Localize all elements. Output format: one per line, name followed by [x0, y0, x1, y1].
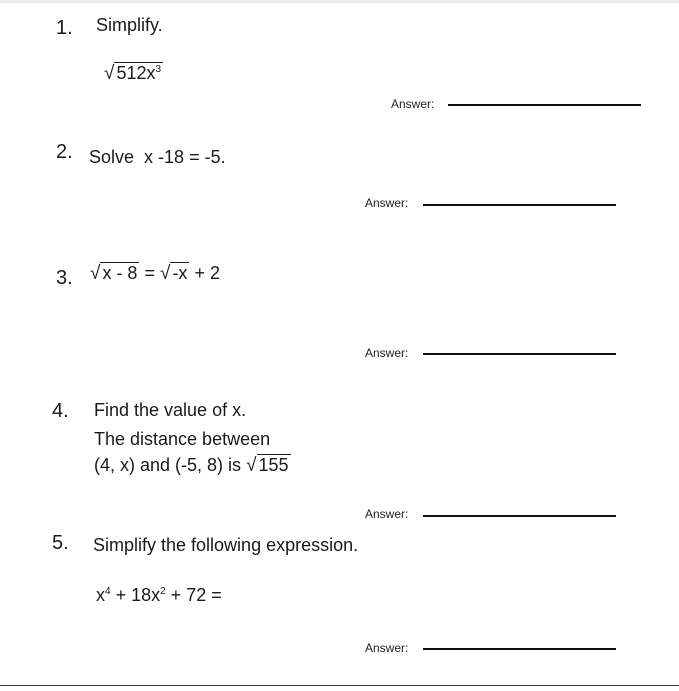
q2-statement: [89, 147, 226, 168]
q5-mid: + 18x: [110, 585, 161, 605]
q3-left-radicand: x - 8: [102, 263, 138, 283]
q4-line2: The distance between: [94, 429, 271, 449]
sqrt-icon: √: [246, 455, 257, 476]
q3-left-radical: [90, 263, 139, 285]
bottom-rule: [0, 685, 679, 686]
q5-number: 5.: [52, 532, 69, 554]
q1-answer-line[interactable]: [448, 104, 641, 106]
q3-number: 3.: [56, 267, 73, 289]
q1-number: 1.: [56, 17, 73, 39]
q1-prompt: Simplify.: [96, 15, 163, 35]
q4-radicand: 155: [258, 455, 289, 475]
q5-exp1: 4: [105, 586, 111, 597]
q3-equals: =: [144, 263, 155, 283]
q1-radicand: 512x: [116, 63, 156, 83]
q2-answer-label: Answer:: [365, 196, 409, 210]
q4-answer-label: Answer:: [365, 507, 409, 521]
q3-tail: + 2: [194, 263, 220, 283]
q1-answer-label: Answer:: [391, 97, 435, 111]
q1-expression: [104, 63, 163, 85]
q5-exp2: 2: [160, 586, 166, 597]
q5-x: x: [96, 585, 105, 605]
q5-answer-line[interactable]: [423, 648, 616, 650]
q3-right-radicand: -x: [172, 263, 188, 283]
q5-expression: [96, 585, 222, 606]
q5-prompt: Simplify the following expression.: [93, 535, 359, 555]
q2-answer-line[interactable]: [423, 204, 616, 206]
q4-radical: [246, 455, 290, 477]
q2-equation: x -18 = -5.: [144, 147, 226, 167]
q4-line1: Find the value of x.: [94, 400, 247, 420]
sqrt-icon: √: [90, 263, 101, 284]
sqrt-icon: √: [104, 63, 115, 84]
q4-answer-line[interactable]: [423, 515, 616, 517]
q2-prompt: Solve: [89, 147, 135, 167]
q3-equation: [90, 263, 220, 285]
q3-answer-line[interactable]: [423, 353, 616, 355]
q4-line3: [94, 455, 291, 477]
q3-answer-label: Answer:: [365, 346, 409, 360]
q2-number: 2.: [56, 141, 73, 163]
q1-radical: [104, 63, 163, 85]
q3-right-radical: [160, 263, 189, 285]
top-edge: [0, 0, 679, 3]
q4-line3-text: (4, x) and (-5, 8) is: [94, 455, 242, 475]
q5-tail: + 72 =: [165, 585, 222, 605]
q1-exponent: 3: [155, 64, 162, 75]
q4-number: 4.: [52, 400, 69, 422]
q5-answer-label: Answer:: [365, 641, 409, 655]
sqrt-icon: √: [160, 263, 171, 284]
